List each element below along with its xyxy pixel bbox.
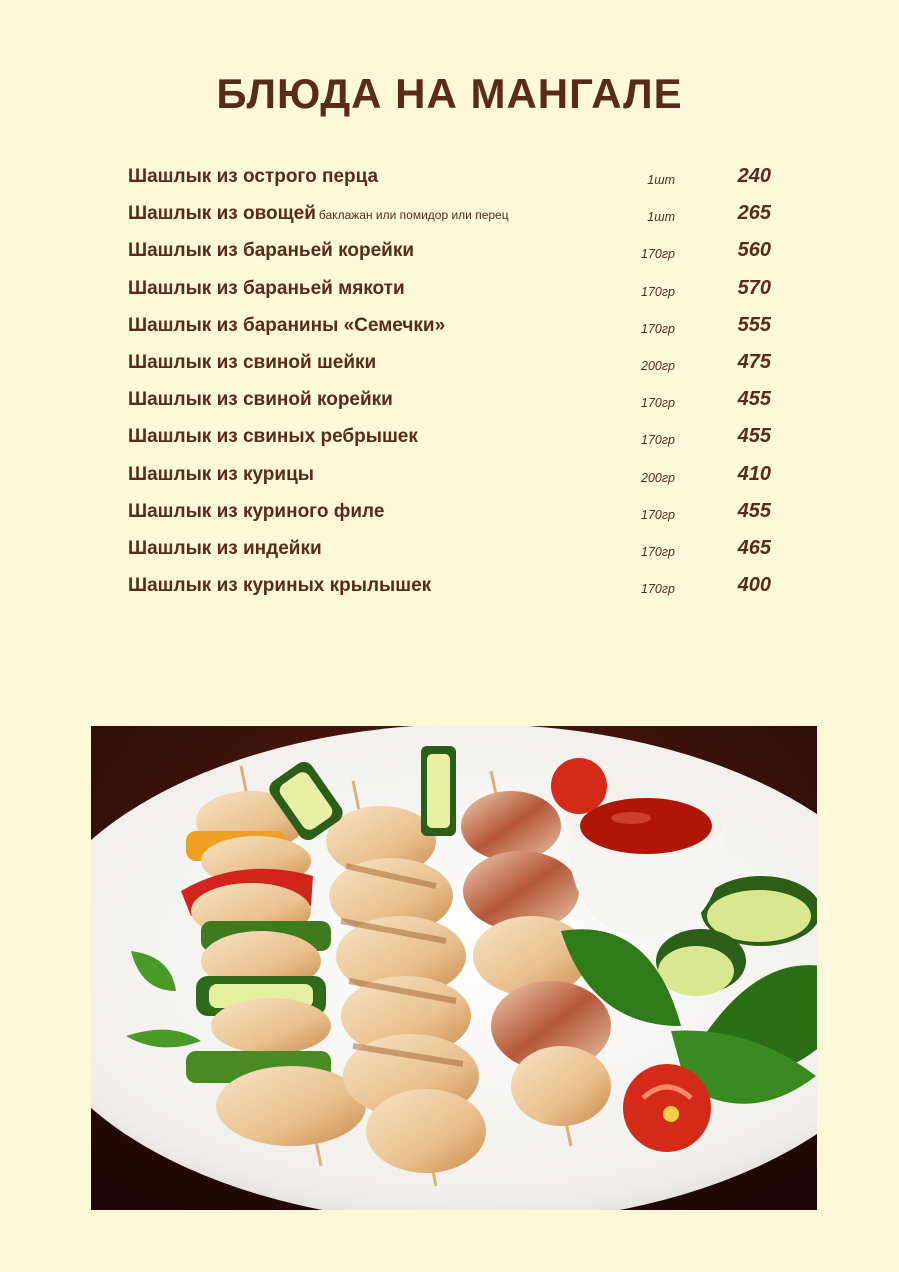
item-portion: 170гр	[641, 321, 675, 336]
item-portion: 170гр	[641, 284, 675, 299]
item-price: 560	[737, 239, 771, 262]
item-portion: 200гр	[641, 358, 675, 373]
menu-item	[128, 201, 773, 238]
item-portion: 170гр	[641, 433, 675, 448]
item-name: Шашлык из свиной шейки	[128, 351, 377, 373]
menu-item	[128, 462, 773, 499]
menu-item	[128, 536, 773, 573]
menu-item	[128, 424, 773, 461]
item-portion: 1шт	[647, 173, 675, 187]
item-name: Шашлык из курицы	[128, 463, 315, 485]
item-name: Шашлык из свиных ребрышек	[128, 426, 418, 448]
menu-item	[128, 276, 773, 313]
menu-item	[128, 164, 773, 201]
item-name: Шашлык из куриного филе	[128, 500, 385, 522]
item-name: Шашлык из индейки	[128, 537, 322, 559]
item-price: 475	[737, 350, 771, 373]
item-portion: 200гр	[641, 470, 675, 485]
item-price: 240	[737, 165, 771, 187]
menu-item	[128, 350, 773, 387]
item-price: 465	[737, 536, 771, 559]
menu-list	[128, 164, 773, 610]
item-name: Шашлык из бараньей мякоти	[128, 277, 405, 299]
item-price: 410	[737, 462, 771, 485]
skewers-plate-illustration	[91, 726, 817, 1210]
item-name: Шашлык из бараньей корейки	[128, 240, 415, 262]
item-price: 400	[737, 574, 771, 597]
menu-item	[128, 387, 773, 424]
item-portion: 170гр	[641, 396, 675, 411]
item-price: 555	[737, 313, 771, 336]
item-price: 455	[737, 425, 771, 448]
menu-item	[128, 238, 773, 275]
item-name: Шашлык из баранины «Семечки»	[128, 314, 446, 336]
item-name: Шашлык из острого перца	[128, 166, 379, 187]
page-title: БЛЮДА НА МАНГАЛЕ	[216, 70, 683, 117]
menu-item	[128, 499, 773, 536]
item-portion: 1шт	[647, 210, 675, 225]
item-price: 265	[737, 202, 771, 225]
item-price: 455	[737, 499, 771, 522]
item-name: Шашлык из свиной корейки	[128, 389, 393, 411]
item-name: Шашлык из куриных крылышек	[128, 575, 432, 597]
menu-item	[128, 573, 773, 610]
item-price: 570	[737, 276, 771, 299]
item-portion: 170гр	[641, 544, 675, 559]
menu-item	[128, 313, 773, 350]
food-photo	[91, 726, 817, 1210]
item-name: Шашлык из овощей баклажан или помидор или перец	[128, 203, 509, 225]
item-portion: 170гр	[641, 247, 675, 262]
item-portion: 170гр	[641, 582, 675, 597]
item-note: баклажан или помидор или перец	[318, 208, 509, 223]
item-portion: 170гр	[641, 507, 675, 522]
item-price: 455	[737, 388, 771, 411]
